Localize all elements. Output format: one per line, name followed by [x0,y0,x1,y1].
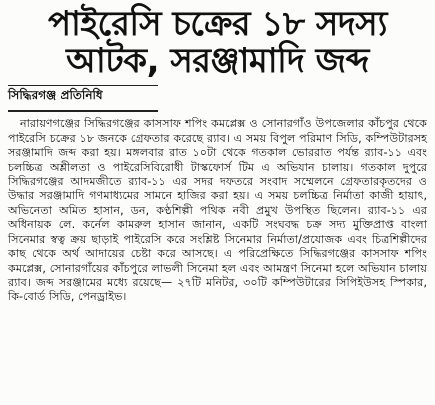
byline-bottom-rule [8,110,158,112]
headline-line-2: আটক, সরঞ্জামাদি জব্দ [66,40,369,81]
byline: সিদ্ধিরগঞ্জ প্রতিনিধি [8,88,103,103]
headline-line-1: পাইরেসি চক্রের ১৮ সদস্য [47,4,388,44]
article-headline [8,6,427,79]
article-body: নারায়ণগঞ্জের সিদ্ধিরগঞ্জের কাসসাফ শপিং কমপ্লেক্স ও সোনারগাঁও উপজেলার কাঁচপুর থেকে পাইরেসি চক্রের ১৮ জনকে গ্রেফতার করেছে র‍্যাব। এ সময় বিপুল পরিমাণ সিডি, কম্পিউটারসহ সরঞ্জামাদি জব্দ করা হয়। মঙ্গলবার রাত ১০টা থেকে গতকাল ভোররাত পর্যন্ত র‍্যাব-১১ এবং চলচ্চিত্র অশ্লীলতা ও পাইরেসিবিরোধী টাস্কফোর্স টিম এ অভিযান চালায়। গতকাল দুপুরে সিদ্ধিরগঞ্জের আদমজীতে র‍্যাব-১১ এর সদর দফতরে সংবাদ সম্মেলনে গ্রেফতারকৃতদের ও উদ্ধার সরঞ্জামাদি গণমাধ্যমের সামনে হাজির করা হয়। এ সময় চলচ্চিত্র নির্মাতা কাজী হায়াৎ, অভিনেতা অমিত হাসান, ডন, কণ্ঠশিল্পী পথিক নবী প্রমুখ উপস্থিত ছিলেন। র‍্যাব-১১ এর অধিনায়ক লে. কর্নেল কামরুল হাসান জানান, একটি সংঘবদ্ধ চক্র সদ্য মুক্তিপ্রাপ্ত বাংলা সিনেমার স্বত্ব ক্রয় ছাড়াই পাইরেসি করে সংশ্লিষ্ট সিনেমার নির্মাতা/প্রযোজক এবং চিত্রশিল্পীদের কাছ থেকে অর্থ আদায়ের চেষ্টা করে আসছে। এ পরিপ্রেক্ষিতে সিদ্ধিরগঞ্জের কাসসাফ শপিং কমপ্লেক্স, সোনারগাঁয়ের কাঁচপুরে লাভলী সিনেমা হল এবং আমন্ত্রণ সিনেমা হলে অভিযান চালায় র‍্যাব। জব্দ সরঞ্জামের মধ্যে রয়েছে— ২৭টি মনিটর, ৩০টি কম্পিউটারের সিপিইউসহ স্পিকার, কি-বোর্ড সিডি, পেনড্রাইভ। [8,117,427,304]
byline-block [8,85,158,112]
